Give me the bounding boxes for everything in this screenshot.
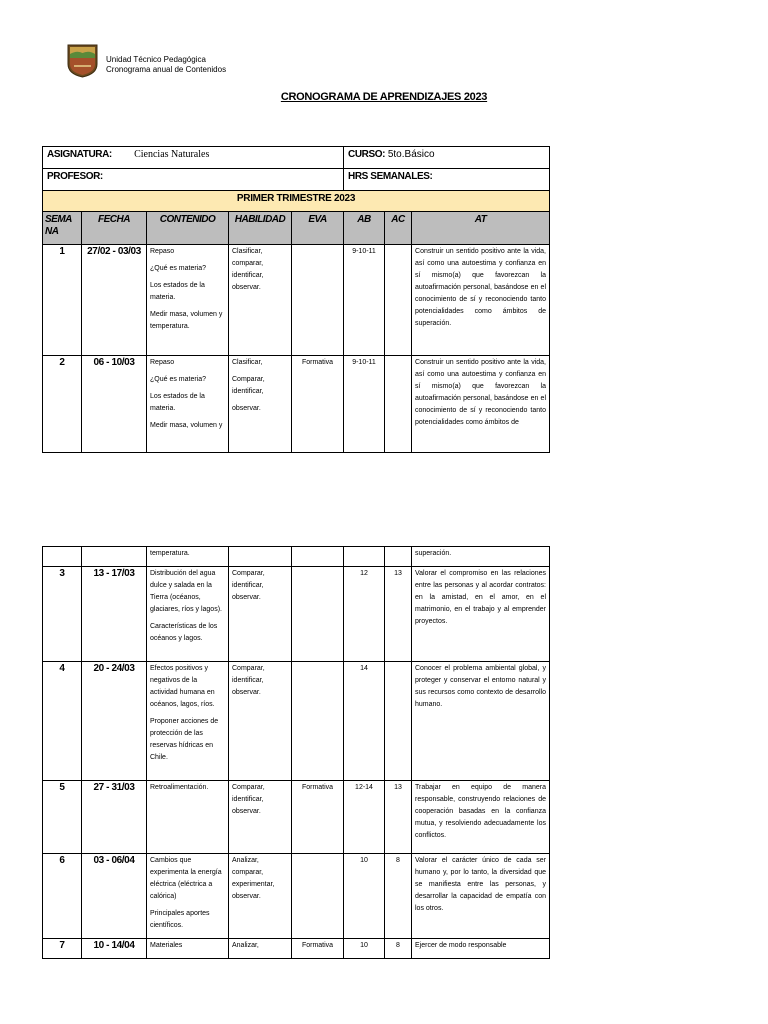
habilidad-item: Clasificar, comparar, identificar, observar.: [232, 248, 264, 291]
contenido-cell: [147, 662, 229, 781]
contenido-item: Efectos positivos y negativos de la actividad humana en océanos, lagos, ríos.: [150, 665, 215, 708]
trimester-row: [43, 191, 550, 212]
ac-cell: [385, 547, 412, 567]
semana-cell: [43, 547, 82, 567]
table-row: [43, 662, 550, 781]
col-habilidad: HABILIDAD: [229, 212, 292, 245]
at-cell: Construir un sentido positivo ante la vida, así como una autoestima y confianza en sí mismo(a) que favorezcan la autoafirmación personal, basándose en el conocimiento de sí y reconociendo tanto potencialidades como ámbitos de superación.: [412, 245, 550, 356]
table-row: [43, 939, 550, 959]
info-row-profesor: [43, 169, 550, 191]
contenido-cell: [147, 854, 229, 939]
contenido-item: ¿Qué es materia?: [150, 376, 207, 383]
trimester-label: PRIMER TRIMESTRE 2023: [43, 191, 550, 212]
contenido-item: Medir masa, volumen y temperatura.: [150, 311, 223, 330]
ac-cell: [385, 356, 412, 453]
table-row: [43, 356, 550, 453]
habilidad-cell: [229, 662, 292, 781]
at-cell: superación.: [412, 547, 550, 567]
semana-cell: 6: [43, 854, 82, 939]
contenido-item: Cambios que experimenta la energía eléctrica (eléctrica a calórica): [150, 857, 222, 900]
eva-cell: [292, 547, 344, 567]
habilidad-item: observar.: [232, 405, 261, 412]
at-cell: Valorar el carácter único de cada ser humano y, por lo tanto, la diversidad que se manifiesta entre las personas, y desarrollar la capacidad de empatía con los otros.: [412, 854, 550, 939]
curso-value: 5to.Básico: [387, 149, 435, 160]
document-title: CRONOGRAMA DE APRENDIZAJES 2023: [280, 91, 488, 103]
habilidad-cell: [229, 939, 292, 959]
contenido-cell: [147, 567, 229, 662]
habilidad-item: Comparar, identificar, observar.: [232, 665, 265, 696]
ac-cell: 13: [385, 781, 412, 854]
ab-cell: 12: [344, 567, 385, 662]
eva-cell: Formativa: [292, 939, 344, 959]
col-at: AT: [412, 212, 550, 245]
ac-cell: 8: [385, 854, 412, 939]
eva-cell: Formativa: [292, 356, 344, 453]
semana-cell: 3: [43, 567, 82, 662]
eva-cell: Formativa: [292, 781, 344, 854]
rows-page1: [43, 245, 550, 453]
at-cell: Ejercer de modo responsable: [412, 939, 550, 959]
fecha-cell: 20 - 24/03: [82, 662, 147, 781]
semana-cell: 5: [43, 781, 82, 854]
ab-cell: 9-10-11: [344, 245, 385, 356]
ac-cell: 8: [385, 939, 412, 959]
eva-cell: [292, 662, 344, 781]
column-header-row: [43, 212, 550, 245]
contenido-item: Principales aportes científicos.: [150, 910, 210, 929]
habilidad-cell: [229, 854, 292, 939]
habilidad-item: Comparar, identificar, observar.: [232, 570, 265, 601]
contenido-item: Repaso: [150, 359, 175, 366]
table-row: [43, 567, 550, 662]
contenido-item: temperatura.: [150, 550, 190, 557]
contenido-item: Medir masa, volumen y: [150, 422, 223, 429]
asignatura-label: ASIGNATURA:: [47, 149, 112, 160]
fecha-cell: 27/02 - 03/03: [82, 245, 147, 356]
profesor-cell: [43, 169, 344, 191]
curso-label: CURSO:: [348, 149, 386, 160]
contenido-item: Repaso: [150, 248, 175, 255]
fecha-cell: 27 - 31/03: [82, 781, 147, 854]
habilidad-cell: [229, 356, 292, 453]
ab-cell: 10: [344, 854, 385, 939]
institution-line2: Cronograma anual de Contenidos: [106, 65, 227, 74]
table-row: [43, 245, 550, 356]
fecha-cell: 06 - 10/03: [82, 356, 147, 453]
col-contenido: CONTENIDO: [147, 212, 229, 245]
semana-cell: 4: [43, 662, 82, 781]
ac-cell: [385, 662, 412, 781]
habilidad-item: Comparar, identificar, observar.: [232, 784, 265, 815]
col-eva: EVA: [292, 212, 344, 245]
fecha-cell: 13 - 17/03: [82, 567, 147, 662]
fecha-cell: 10 - 14/04: [82, 939, 147, 959]
habilidad-cell: [229, 781, 292, 854]
institution-line1: Unidad Técnico Pedagógica: [106, 55, 206, 64]
table-row: [43, 854, 550, 939]
contenido-cell: [147, 245, 229, 356]
ab-cell: 14: [344, 662, 385, 781]
contenido-item: Proponer acciones de protección de las reservas hídricas en Chile.: [150, 718, 219, 761]
at-cell: Construir un sentido positivo ante la vida, así como una autoestima y confianza en sí mismo(a) que favorezcan la autoafirmación personal, basándose en el conocimiento de sí y reconociendo tanto potencialidades como ámbitos de: [412, 356, 550, 453]
asignatura-cell: [43, 147, 344, 169]
institution-header: [106, 55, 226, 75]
hrs-label: HRS SEMANALES:: [348, 171, 433, 182]
habilidad-cell: [229, 547, 292, 567]
habilidad-cell: [229, 567, 292, 662]
table-row: [43, 781, 550, 854]
schedule-table-page1: [42, 146, 550, 453]
ac-cell: 13: [385, 567, 412, 662]
contenido-item: Los estados de la materia.: [150, 282, 205, 301]
contenido-item: ¿Qué es materia?: [150, 265, 207, 272]
ab-cell: 10: [344, 939, 385, 959]
habilidad-item: Comparar, identificar,: [232, 376, 265, 395]
info-row-asignatura: [43, 147, 550, 169]
hrs-cell: [344, 169, 550, 191]
col-ab: AB: [344, 212, 385, 245]
contenido-cell: [147, 939, 229, 959]
contenido-cell: [147, 356, 229, 453]
col-ac: AC: [385, 212, 412, 245]
contenido-item: Distribución del agua dulce y salada en la Tierra (océanos, glaciares, ríos y lagos).: [150, 570, 222, 613]
at-cell: Conocer el problema ambiental global, y proteger y conservar el entorno natural y sus recursos como contexto de desarrollo humano.: [412, 662, 550, 781]
semana-cell: 7: [43, 939, 82, 959]
contenido-cell: [147, 781, 229, 854]
contenido-item: Los estados de la materia.: [150, 393, 205, 412]
table-row: [43, 547, 550, 567]
contenido-cell: [147, 547, 229, 567]
habilidad-item: Analizar, comparar, experimentar, observar.: [232, 857, 275, 900]
asignatura-value: Ciencias Naturales: [134, 149, 210, 160]
school-crest-logo: [67, 44, 98, 78]
eva-cell: [292, 245, 344, 356]
col-fecha: FECHA: [82, 212, 147, 245]
contenido-item: Características de los océanos y lagos.: [150, 623, 218, 642]
fecha-cell: 03 - 06/04: [82, 854, 147, 939]
ab-cell: 12-14: [344, 781, 385, 854]
at-cell: Valorar el compromiso en las relaciones entre las personas y al acordar contratos: en la amistad, en el amor, en el matrimonio, en el trabajo y al emprender proyectos.: [412, 567, 550, 662]
fecha-cell: [82, 547, 147, 567]
eva-cell: [292, 567, 344, 662]
semana-cell: 2: [43, 356, 82, 453]
semana-cell: 1: [43, 245, 82, 356]
curso-cell: [344, 147, 550, 169]
habilidad-item: Analizar,: [232, 942, 259, 949]
habilidad-item: Clasificar,: [232, 359, 263, 366]
at-cell: Trabajar en equipo de manera responsable, construyendo relaciones de cooperación basadas en la confianza mutua, y resolviendo adecuadamente los conflictos.: [412, 781, 550, 854]
ab-cell: [344, 547, 385, 567]
eva-cell: [292, 854, 344, 939]
profesor-label: PROFESOR:: [47, 171, 103, 182]
contenido-item: Materiales: [150, 942, 183, 949]
ac-cell: [385, 245, 412, 356]
schedule-table-page2: [42, 546, 550, 959]
ab-cell: 9-10-11: [344, 356, 385, 453]
habilidad-cell: [229, 245, 292, 356]
col-semana: SEMA NA: [43, 212, 82, 245]
rows-page2: [43, 547, 550, 959]
contenido-item: Retroalimentación.: [150, 784, 209, 791]
